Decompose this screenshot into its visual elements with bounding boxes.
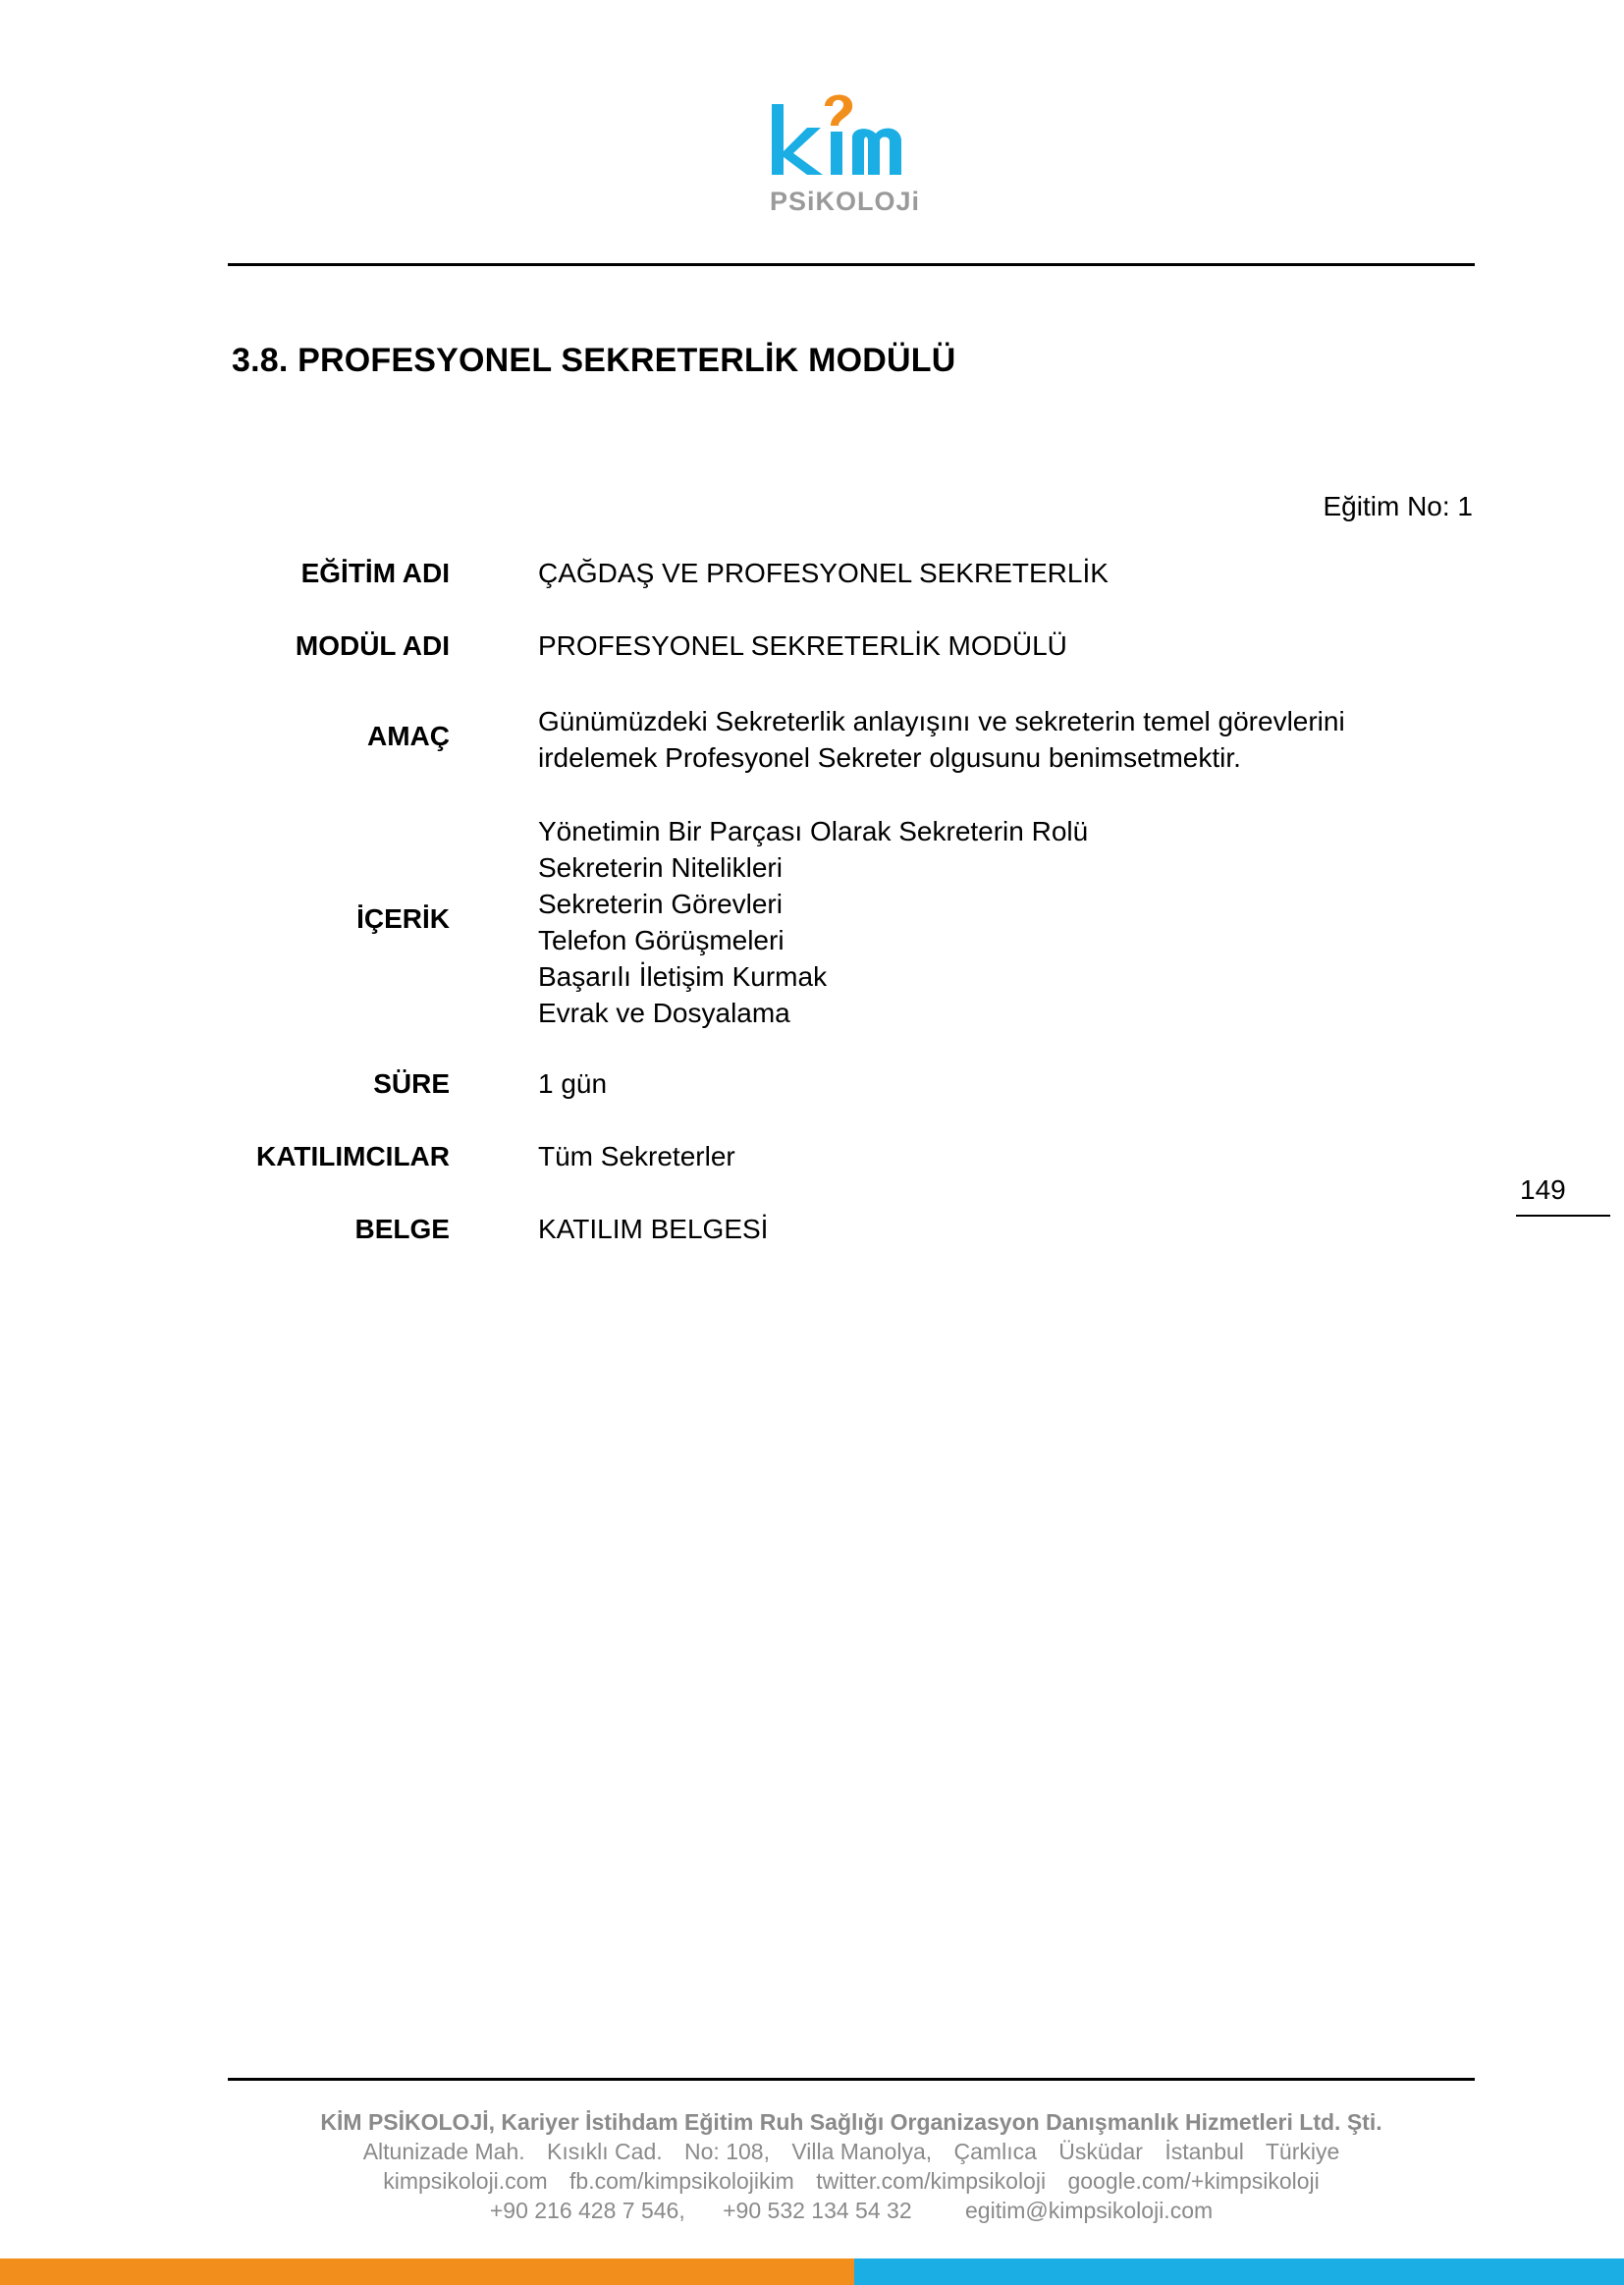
footer-bar-orange <box>0 2258 854 2285</box>
icerik-item: Telefon Görüşmeleri <box>538 925 785 955</box>
label-belge: BELGE <box>354 1214 450 1244</box>
footer-links <box>228 2166 1475 2196</box>
footer-link-facebook[interactable]: fb.com/kimpsikolojikim <box>569 2168 794 2194</box>
value-modul-adi: PROFESYONEL SEKRETERLİK MODÜLÜ <box>538 630 1067 661</box>
footer-contacts <box>228 2196 1475 2225</box>
address-part: Çamlıca <box>953 2139 1037 2164</box>
label-icerik: İÇERİK <box>356 903 450 934</box>
label-amac: AMAÇ <box>367 721 450 751</box>
footer <box>228 2107 1475 2225</box>
footer-link-website[interactable]: kimpsikoloji.com <box>383 2168 548 2194</box>
icerik-item: Yönetimin Bir Parçası Olarak Sekreterin Rolü <box>538 816 1089 846</box>
footer-address <box>228 2137 1475 2166</box>
address-part: Villa Manolya, <box>791 2139 933 2164</box>
amac-line: irdelemek Profesyonel Sekreter olgusunu benimsetmektir. <box>538 742 1241 773</box>
value-icerik <box>538 813 1088 1031</box>
address-part: No: 108, <box>684 2139 770 2164</box>
value-egitim-adi: ÇAĞDAŞ VE PROFESYONEL SEKRETERLİK <box>538 558 1109 588</box>
footer-link-twitter[interactable]: twitter.com/kimpsikoloji <box>816 2168 1047 2194</box>
value-belge: KATILIM BELGESİ <box>538 1214 769 1244</box>
footer-bar-blue <box>854 2258 1624 2285</box>
label-modul-adi: MODÜL ADI <box>295 630 450 661</box>
footer-phone-1: +90 216 428 7 546, <box>489 2198 685 2223</box>
address-part: İstanbul <box>1164 2139 1244 2164</box>
value-sure: 1 gün <box>538 1068 608 1099</box>
footer-link-google[interactable]: google.com/+kimpsikoloji <box>1067 2168 1320 2194</box>
icerik-item: Sekreterin Görevleri <box>538 889 783 919</box>
header-rule <box>228 263 1475 266</box>
label-sure: SÜRE <box>373 1068 450 1099</box>
footer-email[interactable]: egitim@kimpsikoloji.com <box>965 2198 1214 2223</box>
label-katilimcilar: KATILIMCILAR <box>256 1141 450 1171</box>
address-part: Kısıklı Cad. <box>547 2139 663 2164</box>
amac-line: Günümüzdeki Sekreterlik anlayışını ve sekreterin temel görevlerini <box>538 706 1345 736</box>
address-part: Üsküdar <box>1058 2139 1143 2164</box>
value-katilimcilar: Tüm Sekreterler <box>538 1141 735 1171</box>
footer-rule <box>228 2078 1475 2081</box>
footer-phone-2: +90 532 134 54 32 <box>723 2198 912 2223</box>
value-amac <box>538 703 1345 776</box>
page-number-rule <box>1516 1215 1610 1217</box>
icerik-item: Sekreterin Nitelikleri <box>538 852 783 883</box>
kim-psikoloji-logo <box>766 88 943 226</box>
logo-subtitle: PSiKOLOJi <box>770 187 921 216</box>
address-part: Türkiye <box>1265 2139 1340 2164</box>
page-number: 149 <box>1520 1174 1566 1205</box>
training-number: Eğitim No: 1 <box>1323 491 1473 521</box>
icerik-item: Evrak ve Dosyalama <box>538 998 790 1028</box>
footer-company: KİM PSİKOLOJİ, Kariyer İstihdam Eğitim Ruh Sağlığı Organizasyon Danışmanlık Hizmetleri Ltd. Şti. <box>320 2109 1382 2135</box>
icerik-item: Başarılı İletişim Kurmak <box>538 961 828 992</box>
address-part: Altunizade Mah. <box>362 2139 525 2164</box>
section-title: 3.8. PROFESYONEL SEKRETERLİK MODÜLÜ <box>232 342 956 379</box>
label-egitim-adi: EĞİTİM ADI <box>300 558 450 588</box>
